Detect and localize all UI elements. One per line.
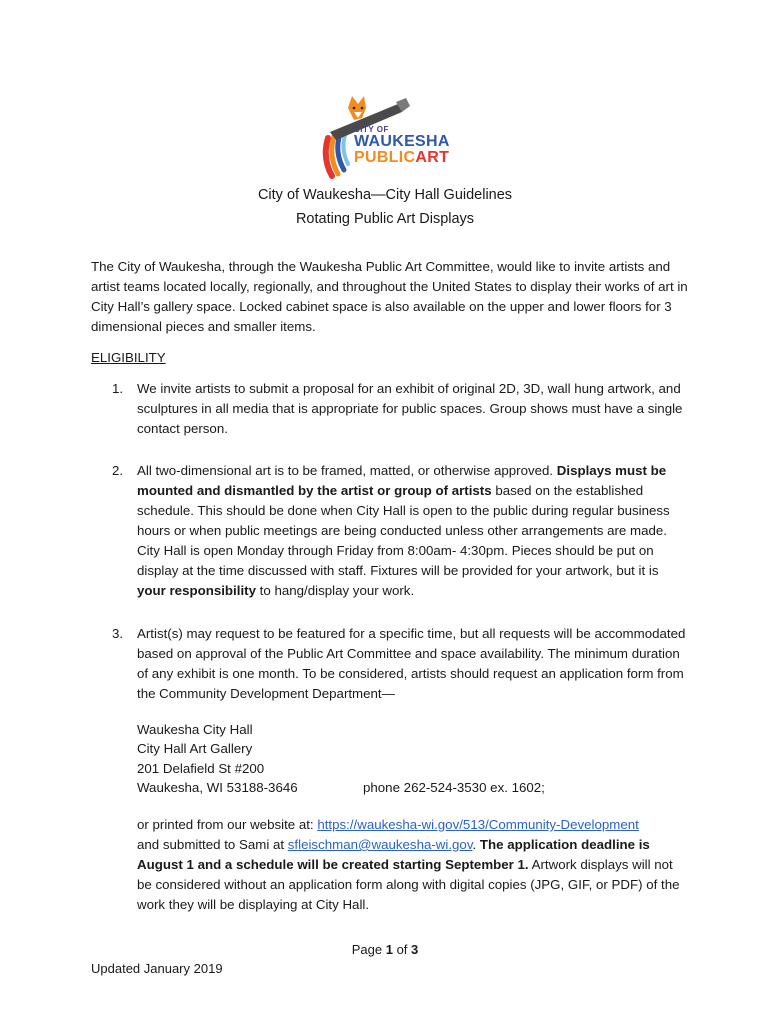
item-2-number: 2. [112,463,124,478]
item-3-text: Artist(s) may request to be featured for a specific time, but all requests will be accommodated based on approval of the Public Art Committee and space availability. The minimum duration of any exhibit is one month. To be considered, artists should request an application form from the Community Development Department— [137,626,686,701]
address-line-1: Waukesha City Hall [137,722,253,737]
website-link[interactable]: https://waukesha-wi.gov/513/Community-Development [317,817,639,832]
item-1-number: 1. [112,381,124,396]
submission-paragraph: or printed from our website at: https://waukesha-wi.gov/513/Community-Development and submitted to Sami at sfleischman@waukesha-wi.gov. The application deadline is August 1 and a schedule will be created starting September 1. Artwork displays will not be considered without an application form along with digital copies (JPG, GIF, or PDF) of the work they will be displaying at City Hall. [137,817,680,912]
title-line-2: Rotating Public Art Displays [295,211,475,227]
logo-wordmark [354,126,450,166]
logo-city-of: CITY OF [354,125,389,134]
title-line-1: City of Waukesha—City Hall Guidelines [257,187,513,203]
phone-number: phone 262-524-3530 ex. 1602; [363,780,545,795]
item-3-number: 3. [112,626,124,641]
address-line-4: Waukesha, WI 53188-3646 [137,780,298,795]
address-line-2: City Hall Art Gallery [137,741,253,756]
email-link[interactable]: sfleischman@waukesha-wi.gov [287,837,473,852]
item-2-text: All two-dimensional art is to be framed, matted, or otherwise approved. Displays must be mounted and dismantled by the artist or group of artists based on the established schedule. This should be done when City Hall is open to the public during regular business hours or when public meetings are being conducted unless other arrangements are made. City Hall is open Monday through Friday from 8:00am- 4:30pm. Pieces should be put on display at the time discussed with staff. Fixtures will be provided for your artwork, but it is your responsibility to hang/display your work. [137,463,670,598]
eligibility-heading: ELIGIBILITY [91,350,166,365]
logo-waukesha: WAUKESHA [354,133,450,150]
intro-paragraph: The City of Waukesha, through the Waukesha Public Art Committee, would like to invite artists and artist teams located locally, regionally, and throughout the United States to display their works of art in City Hall’s gallery space. Locked cabinet space is also available on the upper and lower floors for 3 dimensional pieces and smaller items. [91,259,688,334]
document-title [0,183,770,231]
updated-date: Updated January 2019 [91,961,223,976]
item-1-text: We invite artists to submit a proposal for an exhibit of original 2D, 3D, wall hung artwork, and sculptures in all media that is appropriate for public spaces. Group shows must have a single contact person. [137,381,683,436]
address-line-3: 201 Delafield St #200 [137,761,265,776]
page-number: Page 1 of 3 [351,942,419,957]
logo-public-art: PUBLICART [354,149,450,166]
